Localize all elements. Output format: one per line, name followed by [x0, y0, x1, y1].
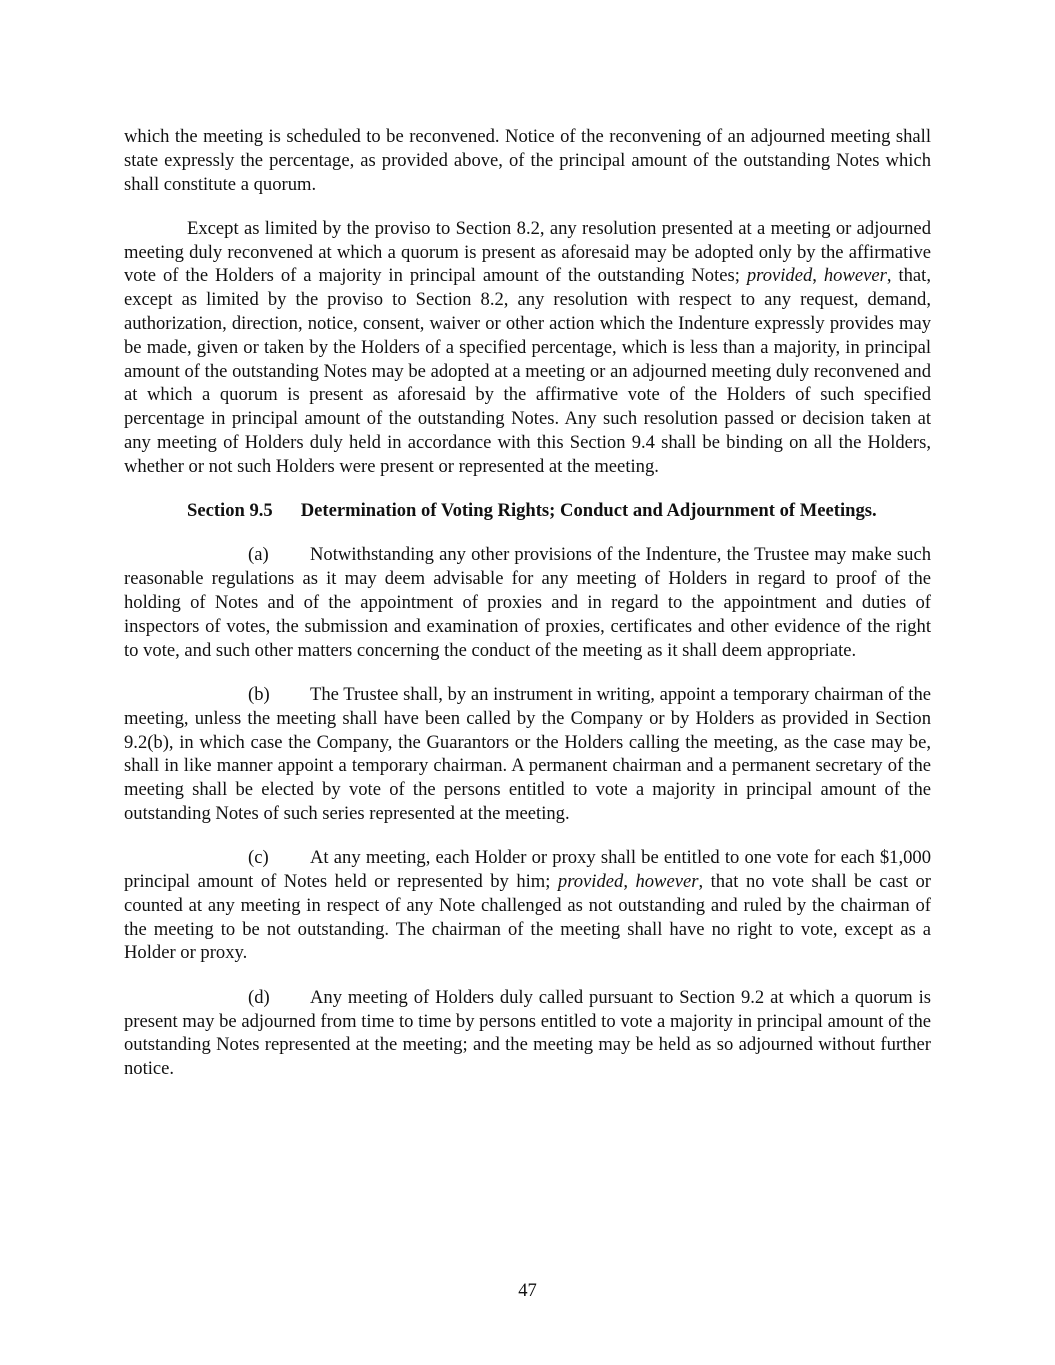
- paragraph-resolution-adoption: [124, 217, 931, 479]
- italic-provided: provided: [557, 871, 624, 893]
- italic-provided: provided: [746, 265, 813, 287]
- subsection-label: (a): [248, 544, 269, 566]
- section-number: Section 9.5: [187, 500, 273, 522]
- subsection-label: (c): [248, 847, 269, 869]
- paragraph-text: Except as limited by the proviso to Section 8.2, any resolution presented at a meeting or adjourned meeting duly reconvened at which a quorum is present as aforesaid may be adopted only by the affirmative vote of the Holders of a majority in principal amount of the outstanding Notes;: [124, 217, 931, 287]
- subsection-a: [124, 543, 931, 662]
- subsection-b: [124, 683, 931, 826]
- subsection-d: [124, 986, 931, 1081]
- subsection-label: (d): [248, 986, 270, 1008]
- subsection-c: [124, 846, 931, 965]
- page-number: 47: [518, 1280, 537, 1301]
- subsection-text: Any meeting of Holders duly called pursuant to Section 9.2 at which a quorum is present may be adjourned from time to time by persons entitled to vote a majority in principal amount of the outstanding Notes represented at the meeting; and the meeting may be held as so adjourned without further notice.: [124, 986, 931, 1080]
- paragraph-text: ,: [812, 265, 824, 287]
- paragraph-text: , that, except as limited by the proviso to Section 8.2, any resolution with respect to any request, demand, authorization, direction, notice, consent, waiver or other action which the Indenture expressly provides may be made, given or taken by the Holders of a specified percentage, which is less than a majority, in principal amount of the outstanding Notes may be adopted at a meeting or an adjourned meeting duly reconvened and at which a quorum is present as aforesaid by the affirmative vote of the Holders of such specified percentage in principal amount of the outstanding Notes. Any such resolution passed or decision taken at any meeting of Holders duly held in accordance with this Section 9.4 shall be binding on all the Holders, whether or not such Holders were present or represented at the meeting.: [124, 265, 931, 477]
- paragraph-quorum-notice: which the meeting is scheduled to be reconvened. Notice of the reconvening of an adjourned meeting shall state expressly the percentage, as provided above, of the principal amount of the outstanding Notes which shall constitute a quorum.: [124, 126, 931, 195]
- italic-however: however: [823, 265, 887, 287]
- subsection-label: (b): [248, 683, 270, 705]
- section-title: Determination of Voting Rights; Conduct and Adjournment of Meetings.: [300, 500, 877, 522]
- italic-however: however: [635, 871, 699, 893]
- subsection-text: The Trustee shall, by an instrument in writing, appoint a temporary chairman of the meeting, unless the meeting shall have been called by the Company or by Holders as provided in Section 9.2(b), in which case the Company, the Guarantors or the Holders calling the meeting, as the case may be, shall in like manner appoint a temporary chairman. A permanent chairman and a permanent secretary of the meeting shall be elected by vote of the persons entitled to vote a majority in principal amount of the outstanding Notes of such series represented at the meeting.: [124, 683, 931, 824]
- subsection-text: , that no vote shall be cast or counted at any meeting in respect of any Note challenged as not outstanding and ruled by the chairman of the meeting to be not outstanding. The chairman of the meeting shall have no right to vote, except as a Holder or proxy.: [124, 871, 932, 964]
- section-heading: [124, 499, 931, 523]
- subsection-text: ,: [623, 871, 636, 893]
- subsection-text: At any meeting, each Holder or proxy shall be entitled to one vote for each $1,000 principal amount of Notes held or represented by him;: [124, 847, 931, 893]
- subsection-text: Notwithstanding any other provisions of the Indenture, the Trustee may make such reasonable regulations as it may deem advisable for any meeting of Holders in regard to proof of the holding of Notes and of the appointment of proxies and in regard to the appointment and duties of inspectors of votes, the submission and examination of proxies, certificates and other evidence of the right to vote, and such other matters concerning the conduct of the meeting as it shall deem appropriate.: [124, 544, 931, 661]
- document-page: [124, 125, 931, 1101]
